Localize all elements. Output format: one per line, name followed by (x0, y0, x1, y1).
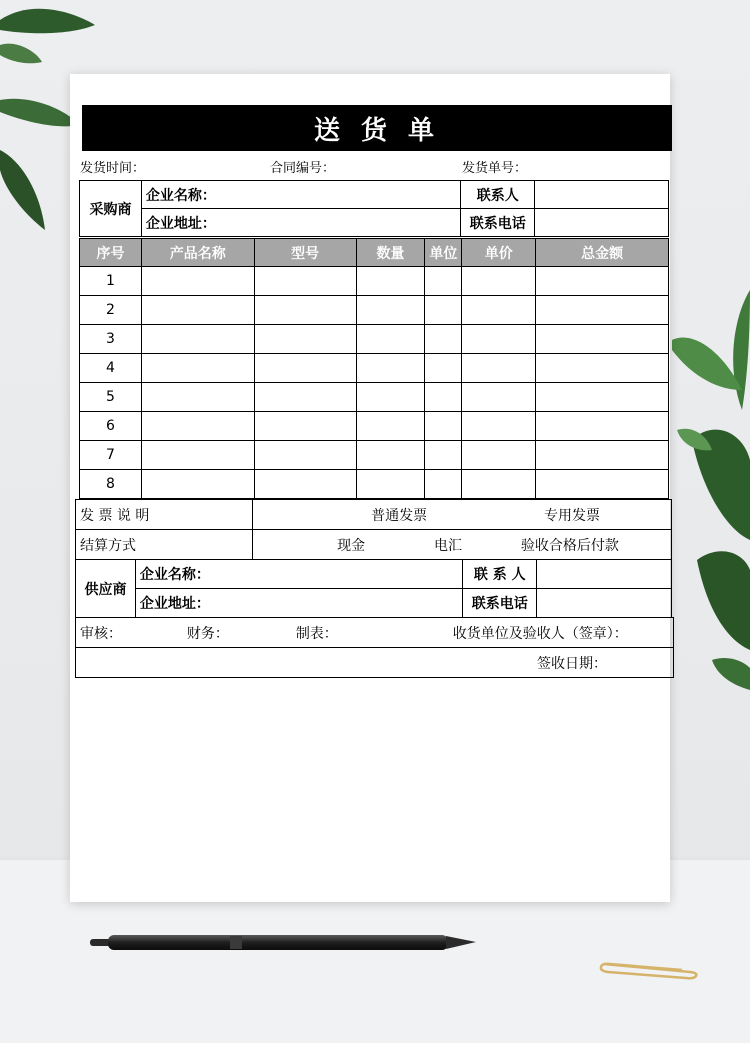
table-cell[interactable] (141, 354, 254, 383)
invoice-options (252, 500, 671, 530)
table-cell[interactable] (254, 325, 356, 354)
product-table-header (80, 239, 669, 267)
col-header-quantity: 数量 (356, 239, 425, 267)
table-cell[interactable] (462, 412, 536, 441)
sign-date-label: 签收日期： (537, 655, 607, 672)
table-cell[interactable] (536, 383, 669, 412)
table-cell[interactable] (536, 470, 669, 499)
row-index: 6 (80, 412, 142, 441)
buyer-company-name-label: 企业名称： (145, 187, 216, 204)
row-index: 2 (80, 296, 142, 325)
table-cell[interactable] (536, 296, 669, 325)
table-cell[interactable] (141, 383, 254, 412)
table-cell[interactable] (462, 267, 536, 296)
plant-right-decoration (672, 290, 750, 690)
table-cell[interactable] (356, 354, 425, 383)
settlement-option-cash[interactable]: 现金 (337, 537, 366, 554)
supplier-phone-field[interactable] (537, 589, 672, 618)
contract-no-label: 合同编号： (270, 161, 336, 176)
table-cell[interactable] (462, 383, 536, 412)
row-index: 8 (80, 470, 142, 499)
row-index: 1 (80, 267, 142, 296)
table-cell[interactable] (356, 383, 425, 412)
table-cell[interactable] (425, 354, 462, 383)
row-index: 4 (80, 354, 142, 383)
footer-table (75, 617, 674, 678)
table-cell[interactable] (356, 267, 425, 296)
maker-label: 制表： (295, 625, 338, 642)
col-header-product-name: 产品名称 (141, 239, 254, 267)
table-cell[interactable] (254, 470, 356, 499)
receiver-signature-label: 收货单位及验收人（签章）： (452, 625, 628, 642)
table-cell[interactable] (254, 267, 356, 296)
supplier-table (75, 559, 672, 618)
table-cell[interactable] (462, 354, 536, 383)
table-cell[interactable] (356, 470, 425, 499)
buyer-phone-label: 联系电话 (461, 209, 535, 237)
table-cell[interactable] (254, 383, 356, 412)
buyer-phone-field[interactable] (535, 209, 669, 237)
table-row (80, 412, 669, 441)
invoice-option-special[interactable]: 专用发票 (544, 507, 601, 524)
table-cell[interactable] (254, 296, 356, 325)
table-cell[interactable] (425, 441, 462, 470)
supplier-contact-label: 联 系 人 (463, 560, 537, 589)
table-row (80, 441, 669, 470)
table-cell[interactable] (536, 354, 669, 383)
supplier-company-addr-label: 企业地址： (139, 596, 210, 612)
col-header-unit: 单位 (425, 239, 462, 267)
table-cell[interactable] (462, 470, 536, 499)
table-cell[interactable] (462, 296, 536, 325)
table-row (80, 267, 669, 296)
table-cell[interactable] (356, 412, 425, 441)
table-cell[interactable] (141, 296, 254, 325)
buyer-company-name[interactable] (141, 181, 460, 209)
sign-date-row[interactable] (76, 648, 674, 678)
table-row (80, 296, 669, 325)
table-cell[interactable] (425, 296, 462, 325)
pen-icon (90, 932, 478, 952)
table-cell[interactable] (536, 412, 669, 441)
table-cell[interactable] (425, 412, 462, 441)
col-header-unit-price: 单价 (462, 239, 536, 267)
table-row (80, 354, 669, 383)
supplier-company-addr[interactable] (135, 589, 462, 618)
table-cell[interactable] (425, 470, 462, 499)
table-cell[interactable] (425, 325, 462, 354)
table-row (80, 383, 669, 412)
table-cell[interactable] (356, 441, 425, 470)
buyer-contact-field[interactable] (535, 181, 669, 209)
table-cell[interactable] (356, 325, 425, 354)
supplier-label: 供应商 (76, 560, 136, 618)
table-cell[interactable] (141, 325, 254, 354)
table-cell[interactable] (141, 412, 254, 441)
table-cell[interactable] (254, 412, 356, 441)
invoice-label: 发 票 说 明 (76, 500, 253, 530)
row-index: 3 (80, 325, 142, 354)
col-header-index: 序号 (80, 239, 142, 267)
table-cell[interactable] (536, 267, 669, 296)
table-cell[interactable] (141, 267, 254, 296)
table-cell[interactable] (356, 296, 425, 325)
buyer-contact-label: 联系人 (461, 181, 535, 209)
table-cell[interactable] (141, 441, 254, 470)
settlement-option-wire[interactable]: 电汇 (434, 537, 463, 554)
settlement-options (252, 530, 671, 560)
table-row (80, 470, 669, 499)
table-cell[interactable] (425, 383, 462, 412)
col-header-model: 型号 (254, 239, 356, 267)
invoice-settlement-table (75, 499, 672, 560)
table-cell[interactable] (536, 325, 669, 354)
buyer-label: 采购商 (80, 181, 142, 237)
supplier-contact-field[interactable] (537, 560, 672, 589)
supplier-phone-label: 联系电话 (463, 589, 537, 618)
audit-label: 审核： (80, 625, 122, 642)
buyer-table (79, 180, 669, 237)
settlement-option-after-acceptance[interactable]: 验收合格后付款 (520, 537, 619, 554)
form-title: 送 货 单 (82, 105, 672, 151)
buyer-company-addr-label: 企业地址： (145, 215, 216, 232)
finance-label: 财务： (186, 625, 229, 642)
settlement-label: 结算方式 (76, 530, 253, 560)
ship-time-label: 发货时间： (80, 161, 146, 176)
row-index: 5 (80, 383, 142, 412)
supplier-company-name-label: 企业名称： (139, 567, 210, 583)
buyer-company-addr[interactable] (141, 209, 460, 237)
footer-signatures-row (76, 618, 674, 648)
supplier-company-name[interactable] (135, 560, 462, 589)
table-cell[interactable] (462, 325, 536, 354)
table-cell[interactable] (462, 441, 536, 470)
table-cell[interactable] (254, 354, 356, 383)
table-cell[interactable] (425, 267, 462, 296)
invoice-option-regular[interactable]: 普通发票 (371, 507, 428, 524)
table-row (80, 325, 669, 354)
product-table (79, 238, 669, 499)
table-cell[interactable] (254, 441, 356, 470)
row-index: 7 (80, 441, 142, 470)
table-cell[interactable] (536, 441, 669, 470)
col-header-total: 总金额 (536, 239, 669, 267)
ship-no-label: 发货单号： (462, 161, 528, 176)
paper-clip-icon (596, 958, 700, 980)
table-cell[interactable] (141, 470, 254, 499)
